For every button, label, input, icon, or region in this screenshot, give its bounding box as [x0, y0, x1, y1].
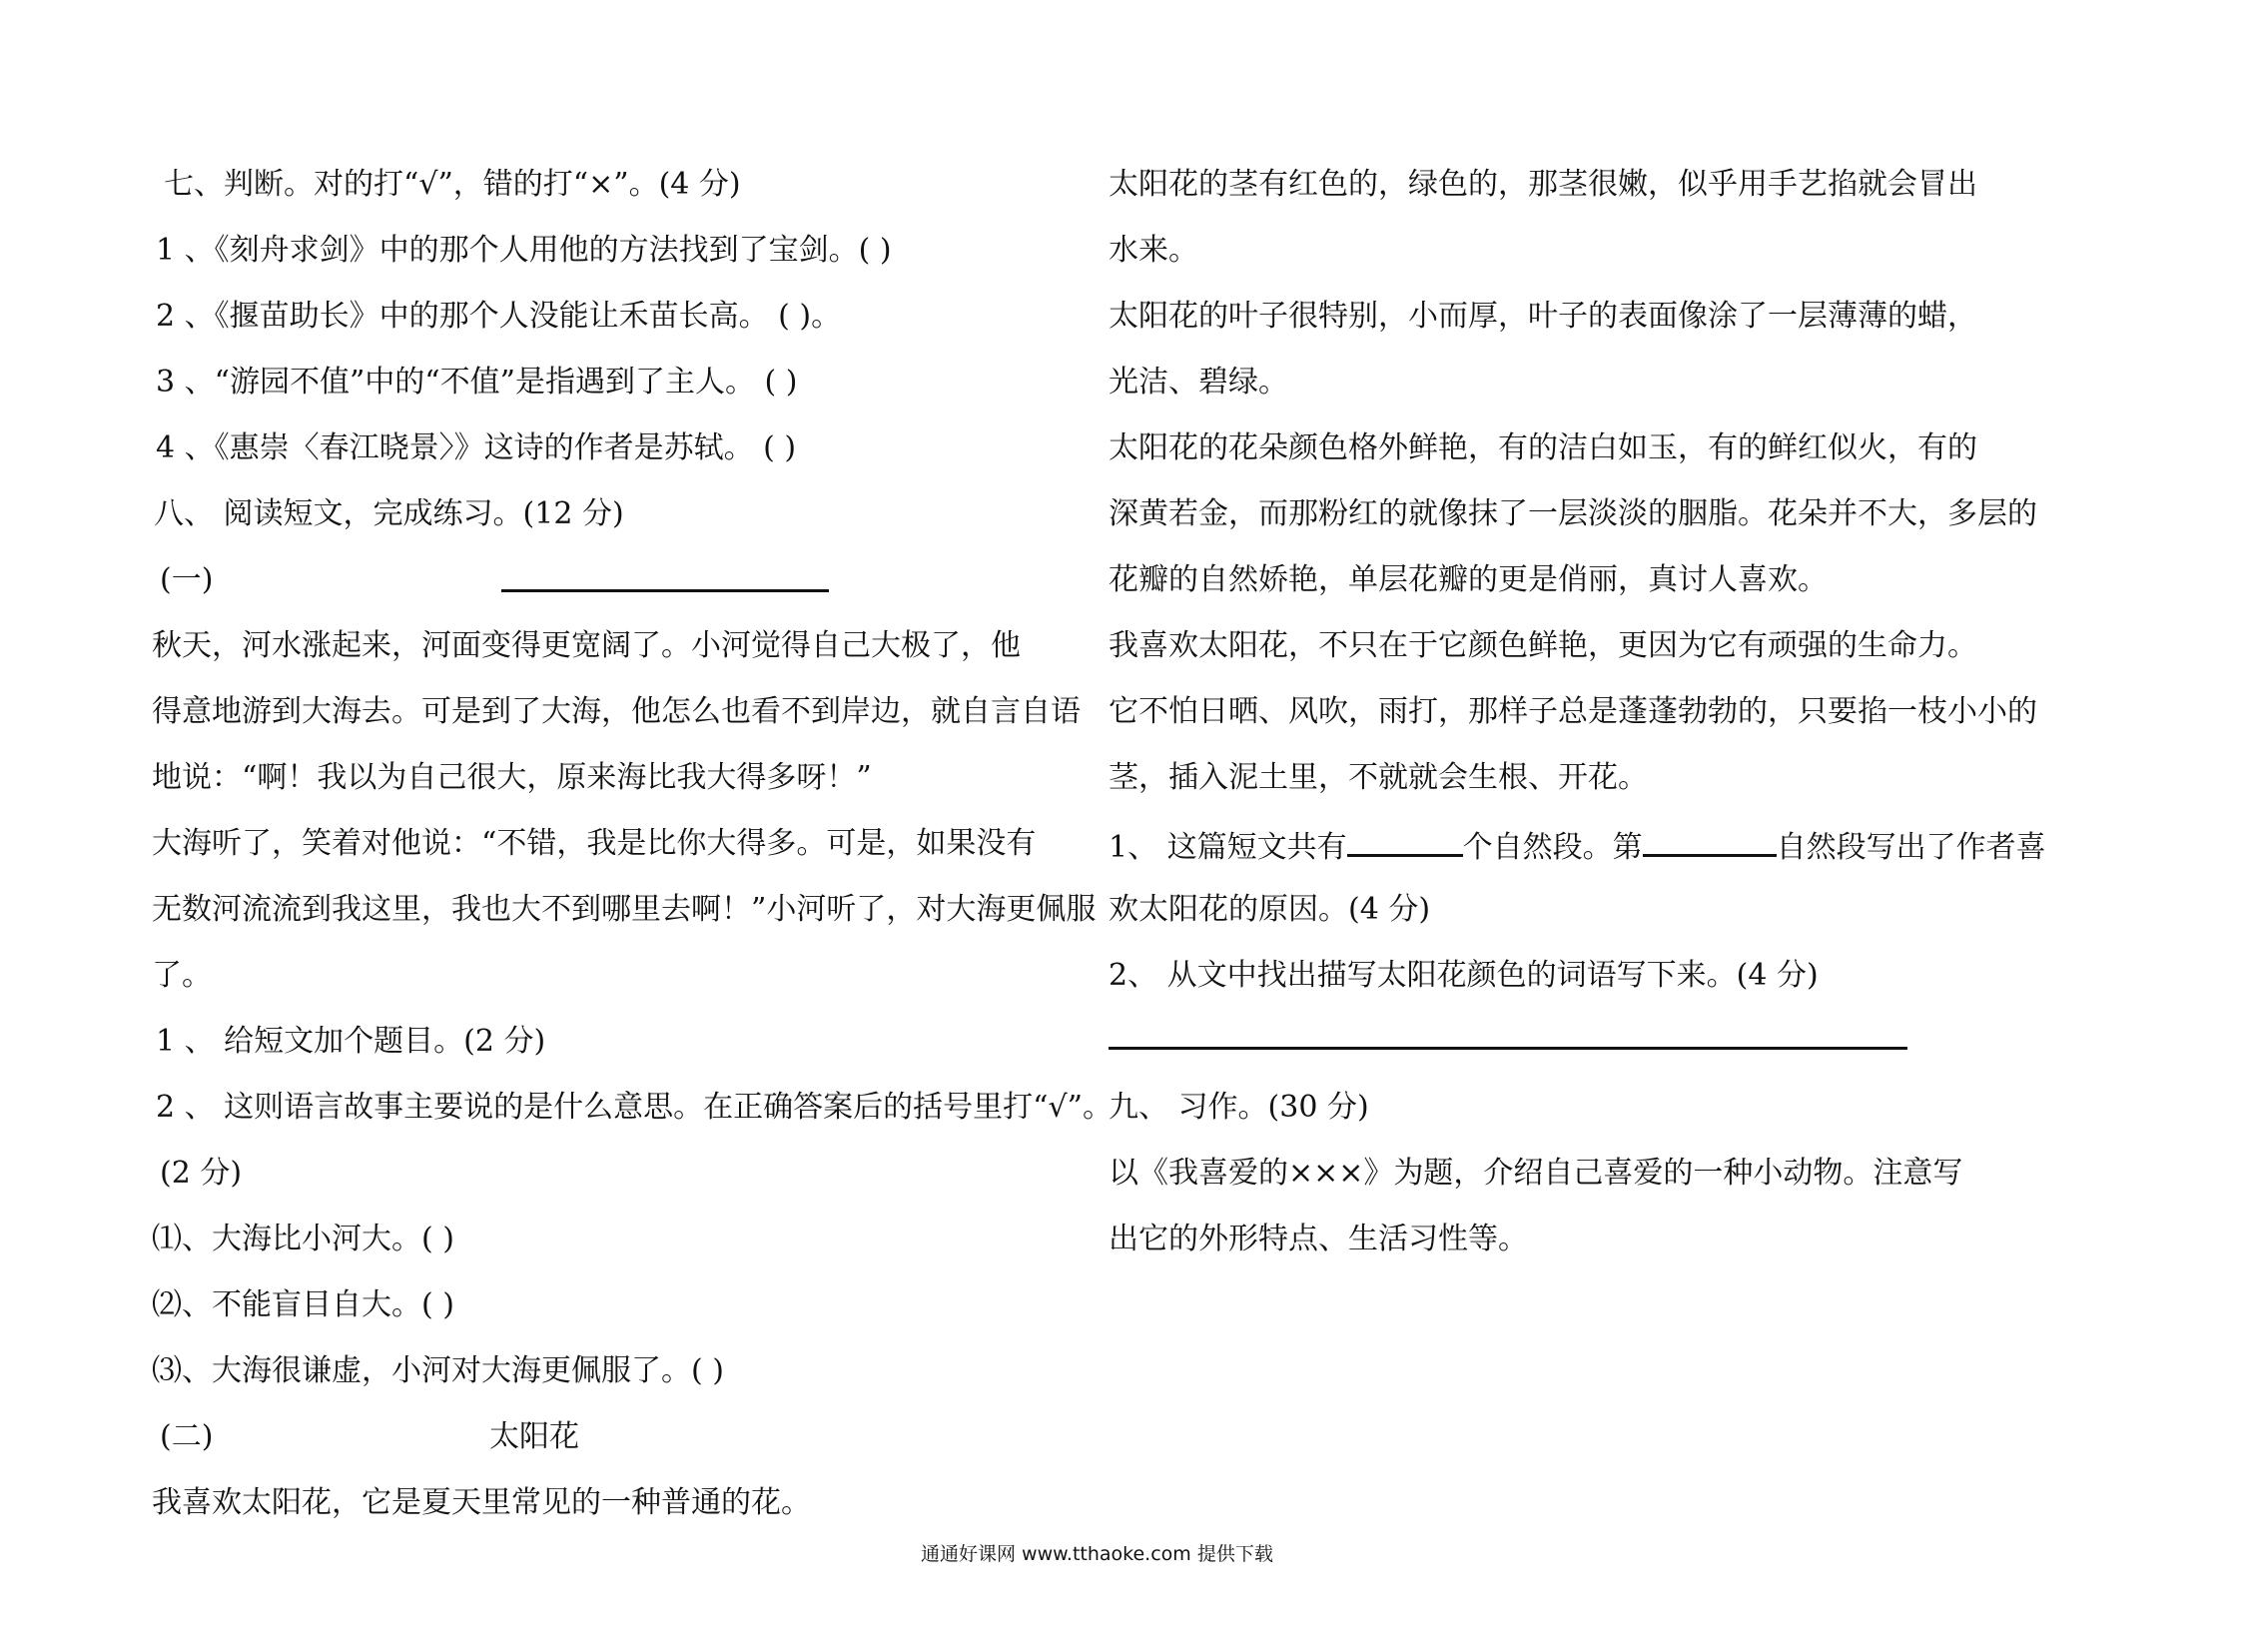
s7-question-1: 1 、《刻舟求剑》中的那个人用他的方法找到了宝剑。( ) [156, 233, 892, 268]
option-1: ⑴、大海比小河大。( ) [152, 1222, 454, 1256]
s7-question-2: 2 、《揠苗助长》中的那个人没能让禾苗长高。 ( )。 [156, 299, 842, 334]
passage-2-line: 光洁、碧绿。 [1109, 365, 1288, 400]
part-1-label: (一) [160, 562, 214, 597]
passage-2-line: 它不怕日晒、风吹，雨打，那样子总是蓬蓬勃勃的，只要掐一枝小小的 [1109, 694, 2037, 729]
s7-question-4: 4 、《惠崇〈春江晓景〉》这诗的作者是苏轼。 ( ) [156, 430, 797, 465]
p2-question-2: 2、 从文中找出描写太阳花颜色的词语写下来。(4 分) [1109, 958, 1819, 993]
p2-question-1-part-b: 个自然段。第 [1462, 830, 1643, 865]
passage-2-line: 水来。 [1109, 233, 1198, 268]
option-3: ⑶、大海很谦虚，小河对大海更佩服了。( ) [152, 1353, 724, 1388]
section-7-title: 七、判断。对的打“√”，错的打“×”。(4 分) [164, 167, 741, 202]
p1-question-1: 1 、 给短文加个题目。(2 分) [156, 1024, 546, 1059]
passage-2-line: 太阳花的叶子很特别，小而厚，叶子的表面像涂了一层薄薄的蜡， [1109, 299, 1977, 334]
title-answer-line [501, 589, 829, 592]
passage-1-line: 大海听了，笑着对他说：“不错，我是比你大得多。可是，如果没有 [152, 826, 1037, 861]
p2-question-1-part-a: 1、 这篇短文共有 [1109, 830, 1347, 865]
color-words-answer-line[interactable] [1109, 1047, 1907, 1050]
section-9-title: 九、 习作。(30 分) [1109, 1090, 1369, 1125]
passage-2-line: 太阳花的花朵颜色格外鲜艳，有的洁白如玉，有的鲜红似火，有的 [1109, 430, 1977, 465]
p2-question-1-part-c: 自然段写出了作者喜 [1776, 830, 2046, 865]
passage-1-line: 无数河流流到我这里，我也大不到哪里去啊！”小河听了，对大海更佩服 [152, 892, 1097, 927]
part-2-label: (二) [160, 1419, 214, 1454]
passage-1-line: 了。 [152, 958, 212, 993]
passage-1-line: 秋天，河水涨起来，河面变得更宽阔了。小河觉得自己大极了，他 [152, 628, 1021, 663]
section-8-title: 八、 阅读短文，完成练习。(12 分) [154, 496, 624, 531]
passage-1-line: 得意地游到大海去。可是到了大海，他怎么也看不到岸边，就自言自语 [152, 694, 1081, 729]
composition-prompt: 以《我喜爱的×××》为题，介绍自己喜爱的一种小动物。注意写 [1109, 1156, 1963, 1191]
passage-2-line: 我喜欢太阳花，不只在于它颜色鲜艳，更因为它有顽强的生命力。 [1109, 628, 1977, 663]
footer-watermark: 通通好课网 www.tthaoke.com 提供下载 [921, 1543, 1273, 1565]
option-2: ⑵、不能盲目自大。( ) [152, 1287, 454, 1322]
passage-2-line: 茎，插入泥土里，不就就会生根、开花。 [1109, 760, 1648, 795]
s7-question-3: 3 、“游园不值”中的“不值”是指遇到了主人。 ( ) [156, 365, 798, 400]
passage-2-line: 花瓣的自然娇艳，单层花瓣的更是俏丽，真讨人喜欢。 [1109, 562, 1828, 597]
passage-2-line: 太阳花的茎有红色的，绿色的，那茎很嫩，似乎用手艺掐就会冒出 [1109, 167, 1977, 202]
passage-2-line: 深黄若金，而那粉红的就像抹了一层淡淡的胭脂。花朵并不大，多层的 [1109, 496, 2037, 531]
passage-2-first-line: 我喜欢太阳花，它是夏天里常见的一种普通的花。 [152, 1485, 811, 1520]
paragraph-count-blank[interactable] [1347, 824, 1463, 857]
p2-question-1-continued: 欢太阳花的原因。(4 分) [1109, 892, 1431, 927]
p2-question-1 [1109, 824, 2046, 868]
paragraph-number-blank[interactable] [1643, 824, 1777, 857]
composition-prompt: 出它的外形特点、生活习性等。 [1109, 1222, 1528, 1256]
part-2-title: 太阳花 [489, 1419, 579, 1454]
p1-question-2-score: (2 分) [160, 1156, 243, 1191]
p1-question-2: 2 、 这则语言故事主要说的是什么意思。在正确答案后的括号里打“√”。 [156, 1090, 1113, 1125]
passage-1-line: 地说：“啊！我以为自己很大，原来海比我大得多呀！” [152, 760, 872, 795]
